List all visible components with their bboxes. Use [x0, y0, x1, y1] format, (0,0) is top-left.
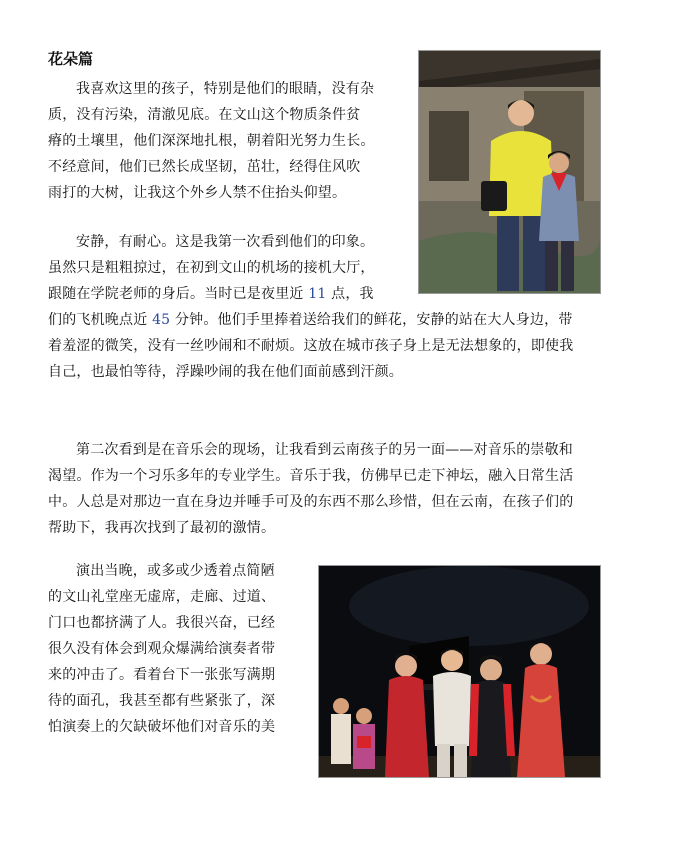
- text-line: 我喜欢这里的孩子，特别是他们的眼睛，没有杂: [76, 81, 375, 97]
- text-line: 不经意间，他们已然长成坚韧，茁壮，经得住风吹: [48, 159, 361, 175]
- text-line: 自己，也最怕等待，浮躁吵闹的我在他们面前感到汗颜。: [48, 364, 403, 380]
- text-fragment: 们的飞机晚点近: [48, 312, 148, 328]
- text-line: 第二次看到是在音乐会的现场，让我看到云南孩子的另一面——对音乐的崇敬和: [76, 442, 573, 458]
- text-line: [48, 307, 573, 333]
- text-line: 瘠的土壤里，他们深深地扎根，朝着阳光努力生长。: [48, 133, 375, 149]
- text-line: 怕演奏上的欠缺破坏他们对音乐的美: [48, 719, 276, 735]
- text-fragment: 分钟。他们手里捧着送给我们的鲜花，安静的站在大人身边，带: [174, 312, 573, 328]
- man-and-girl-in-village-photo: [418, 50, 601, 294]
- paragraph-1: [48, 76, 375, 206]
- text-fragment: 跟随在学院老师的身后。当时已是夜里近: [48, 286, 304, 302]
- text-line: 演出当晚，或多或少透着点简陋: [76, 563, 275, 579]
- text-line: 待的面孔，我甚至都有些紧张了，深: [48, 693, 276, 709]
- text-line: 中。人总是对那边一直在身边并唾手可及的东西不那么珍惜，但在云南，在孩子们的: [48, 494, 574, 510]
- text-line: 质，没有污染，清澈见底。在文山这个物质条件贫: [48, 107, 361, 123]
- text-line: 门口也都挤满了人。我很兴奋，已经: [48, 615, 276, 631]
- text-line: 虽然只是粗粗掠过，在初到文山的机场的接机大厅，: [48, 260, 375, 276]
- text-line: 很久没有体会到观众爆满给演奏者带: [48, 641, 276, 657]
- text-line: 着羞涩的微笑，没有一丝吵闹和不耐烦。这放在城市孩子身上是无法想象的，即使我: [48, 338, 574, 354]
- paragraph-3: [48, 437, 573, 541]
- paragraph-4: [48, 558, 275, 740]
- text-line: 渴望。作为一个习乐多年的专业学生。音乐于我，仿佛早已走下神坛，融入日常生活: [48, 468, 574, 484]
- text-line: 雨打的大树，让我这个外乡人禁不住抬头仰望。: [48, 185, 347, 201]
- photo-illustration: [419, 51, 600, 293]
- number-value: 45: [152, 312, 171, 328]
- text-line: 来的冲击了。看着台下一张张写满期: [48, 667, 276, 683]
- section-title: 花朵篇: [48, 50, 94, 68]
- number-value: 11: [308, 286, 327, 302]
- photo-illustration: [319, 566, 600, 777]
- text-line: 的文山礼堂座无虚席，走廊、过道、: [48, 589, 276, 605]
- text-fragment: 点，我: [331, 286, 374, 302]
- performers-on-stage-photo: [318, 565, 601, 778]
- text-line: 帮助下，我再次找到了最初的激情。: [48, 520, 276, 536]
- text-line: 安静，有耐心。这是我第一次看到他们的印象。: [76, 234, 375, 250]
